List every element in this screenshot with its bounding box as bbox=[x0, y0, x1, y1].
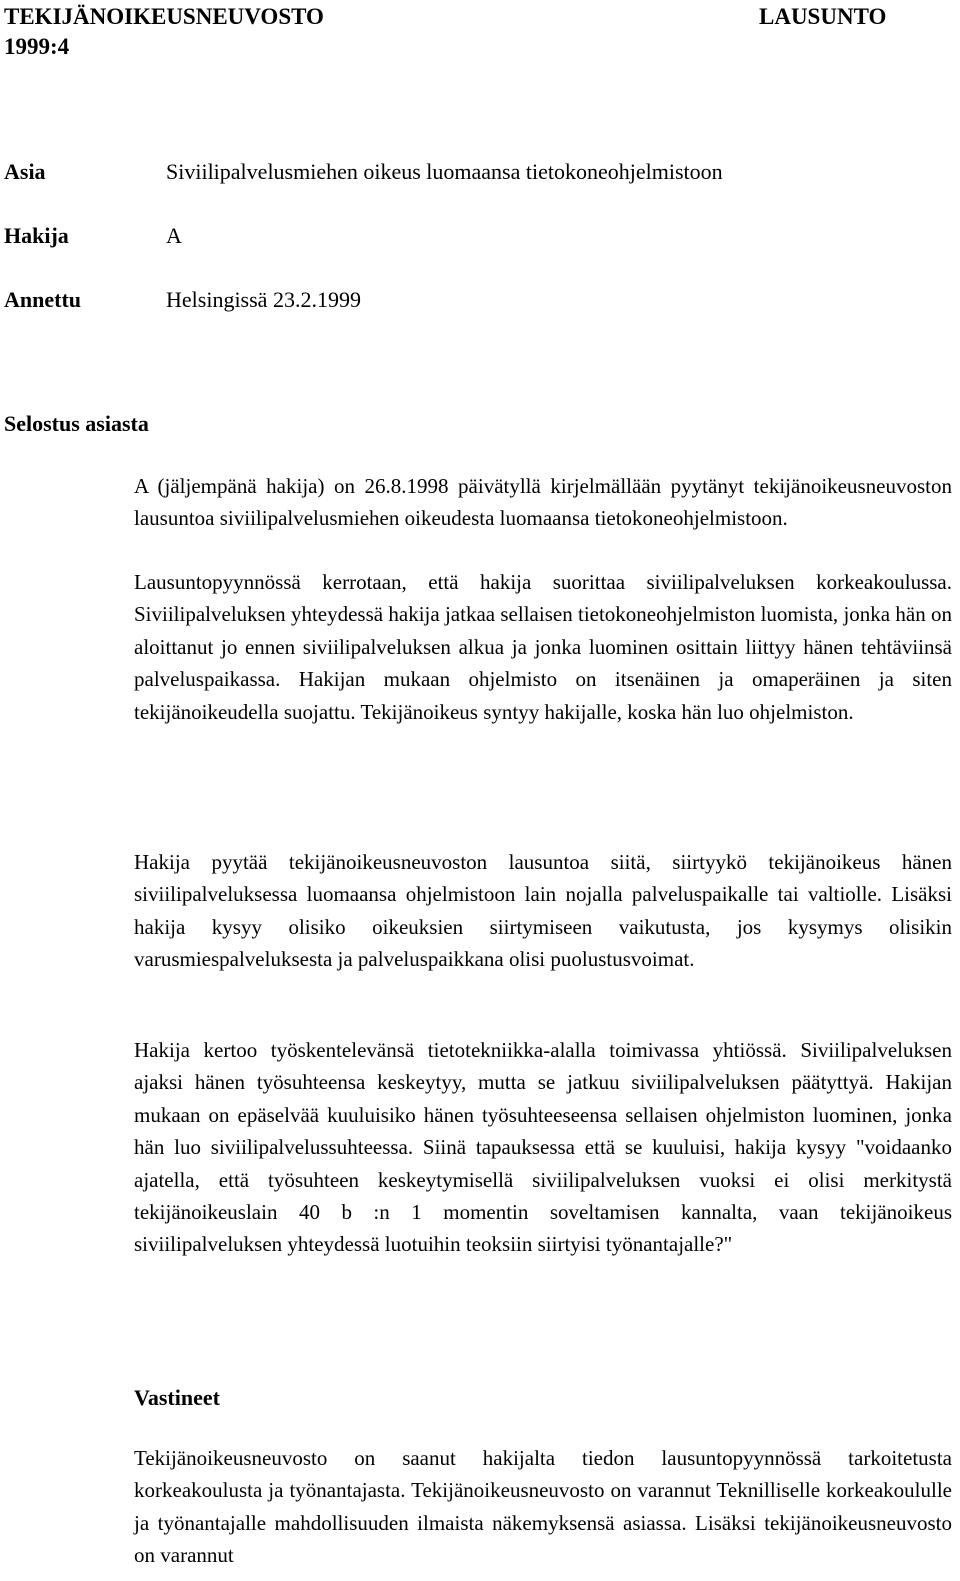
paragraph: A (jäljempänä hakija) on 26.8.1998 päivätyllä kirjelmällään pyytänyt tekijänoikeusneuvoston lausuntoa siviilipalvelusmiehen oikeudesta luomaansa tietokoneohjelmistoon. bbox=[134, 474, 952, 531]
section-title-selostus: Selostus asiasta bbox=[4, 411, 149, 436]
asia-value: Siviilipalvelusmiehen oikeus luomaansa tietokoneohjelmistoon bbox=[166, 159, 723, 184]
annettu-value: Helsingissä 23.2.1999 bbox=[166, 287, 361, 312]
organization-name: TEKIJÄNOIKEUSNEUVOSTO bbox=[4, 4, 324, 29]
paragraph: Hakija kertoo työskentelevänsä tietotekniikka-alalla toimivassa yhtiössä. Siviilipalveluksen ajaksi hänen työsuhteensa keskeytyy, mutta se jatkuu siviilipalveluksen päätyttyä. Hakijan mukaan on epäselvää kuuluisiko hänen työsuhteeseensa sellaisen ohjelmiston luominen, jonka hän luo siviilipalvelussuhteessa. Siinä tapauksessa että se kuuluisi, hakija kysyy "voidaanko ajatella, että työsuhteen keskeytymisellä siviilipalveluksen vuoksi ei olisi merkitystä tekijänoikeuslain 40 b :n 1 momentin soveltamisen kannalta, vaan tekijänoikeus siviilipalveluksen yhteydessä luotuihin teoksiin siirtyisi työnantajalle?" bbox=[134, 1038, 952, 1257]
hakija-label: Hakija bbox=[4, 223, 69, 248]
section-title-vastineet: Vastineet bbox=[134, 1385, 220, 1410]
statement-number: 1999:4 bbox=[4, 34, 70, 59]
document-header-left bbox=[4, 2, 324, 62]
paragraph: Tekijänoikeusneuvosto on saanut hakijalta tiedon lausuntopyynnössä tarkoitetusta korkeakoulusta ja työnantajasta. Tekijänoikeusneuvosto on varannut Teknilliselle korkeakoululle ja työnantajalle mahdollisuuden ilmaista näkemyksensä asiassa. Lisäksi tekijänoikeusneuvosto on varannut bbox=[134, 1446, 952, 1568]
paragraph: Lausuntopyynnössä kerrotaan, että hakija suorittaa siviilipalveluksen korkeakoulussa. Siviilipalveluksen yhteydessä hakija jatkaa sellaisen tietokoneohjelmiston luomista, jonka hän on aloittanut jo ennen siviilipalveluksen alkua ja jonka luominen osittain liittyy hänen tehtäviinsä palveluspaikassa. Hakijan mukaan ohjelmisto on itsenäinen ja omaperäinen ja siten tekijänoikeudella suojattu. Tekijänoikeus syntyy hakijalle, koska hän luo ohjelmiston. bbox=[134, 570, 952, 724]
asia-label: Asia bbox=[4, 159, 46, 184]
paragraph: Hakija pyytää tekijänoikeusneuvoston lausuntoa siitä, siirtyykö tekijänoikeus hänen siviilipalveluksessa luomaansa ohjelmistoon lain nojalla palveluspaikalle tai valtiolle. Lisäksi hakija kysyy olisiko oikeuksien siirtymiseen vaikutusta, jos kysymys olisikin varusmiespalveluksesta ja palveluspaikkana olisi puolustusvoimat. bbox=[134, 850, 952, 972]
hakija-value: A bbox=[166, 223, 182, 248]
document-type: LAUSUNTO bbox=[759, 4, 887, 29]
annettu-label: Annettu bbox=[4, 287, 82, 312]
